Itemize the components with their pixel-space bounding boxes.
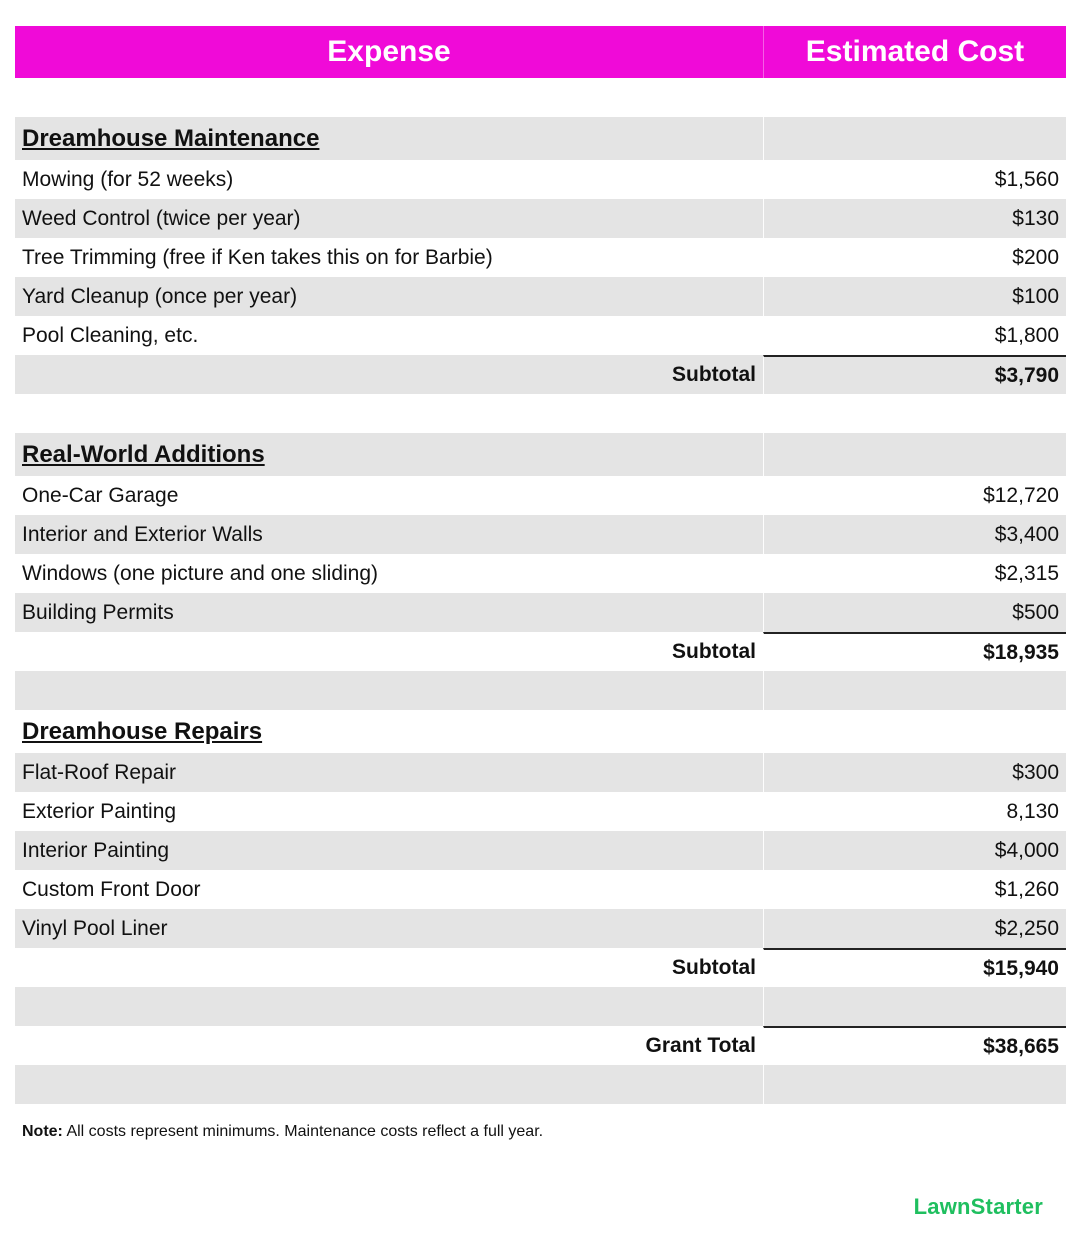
footnote: [22, 1123, 543, 1141]
table-row: [15, 160, 1066, 199]
cost-cell: $3,400: [763, 515, 1066, 554]
table-row: [15, 515, 1066, 554]
cost-cell: $500: [763, 593, 1066, 632]
subtotal-value: $15,940: [763, 948, 1066, 987]
section-title: Dreamhouse Maintenance: [22, 124, 320, 152]
table-row: [15, 238, 1066, 277]
cost-cell: 8,130: [763, 792, 1066, 831]
section-title: Dreamhouse Repairs: [22, 717, 263, 745]
lawnstarter-logo: LawnStarter: [913, 1194, 1043, 1219]
table-row: [15, 593, 1066, 632]
table-row: [15, 476, 1066, 515]
cost-cell: $2,315: [763, 554, 1066, 593]
table-header: [15, 26, 1066, 78]
expense-cell: Custom Front Door: [22, 877, 201, 901]
table-row: [15, 554, 1066, 593]
subtotal-label: Subtotal: [672, 639, 756, 663]
subtotal-value: $18,935: [763, 632, 1066, 671]
section-title-row: [15, 117, 1066, 160]
spacer: [15, 78, 1066, 117]
expense-cell: Pool Cleaning, etc.: [22, 323, 199, 347]
table-row: [15, 870, 1066, 909]
table-row: [15, 792, 1066, 831]
expense-cell: Interior Painting: [22, 838, 170, 862]
subtotal-value: $3,790: [763, 355, 1066, 394]
expense-cell: Yard Cleanup (once per year): [22, 284, 298, 308]
expense-cell: Weed Control (twice per year): [22, 206, 301, 230]
cost-cell: $130: [763, 199, 1066, 238]
section-title-cost: [763, 117, 1066, 160]
header-expense: Expense: [327, 35, 451, 68]
cost-cell: $1,560: [763, 160, 1066, 199]
expense-cell: Building Permits: [22, 600, 174, 624]
grand-total-label: Grant Total: [645, 1033, 756, 1057]
subtotal-row: [15, 632, 1066, 671]
cost-cell: $100: [763, 277, 1066, 316]
expense-cell: Vinyl Pool Liner: [22, 916, 168, 940]
expense-cell: Flat-Roof Repair: [22, 760, 177, 784]
expense-cell: One-Car Garage: [22, 483, 179, 507]
spacer-row: [15, 987, 1066, 1026]
grand-total-row: [15, 1026, 1066, 1065]
footnote-text: All costs represent minimums. Maintenance costs reflect a full year.: [62, 1123, 544, 1140]
subtotal-row: [15, 355, 1066, 394]
footnote-label: Note:: [22, 1123, 63, 1140]
grand-total-value: $38,665: [763, 1026, 1066, 1065]
cost-cell: $300: [763, 753, 1066, 792]
table-row: [15, 909, 1066, 948]
spacer-row: [15, 671, 1066, 710]
section-title: Real-World Additions: [22, 440, 265, 468]
spacer: [15, 394, 1066, 433]
cost-cell: $4,000: [763, 831, 1066, 870]
cost-cell: $2,250: [763, 909, 1066, 948]
spacer-row: [15, 1065, 1066, 1104]
expense-cell: Tree Trimming (free if Ken takes this on for Barbie): [22, 245, 493, 269]
subtotal-row: [15, 948, 1066, 987]
table-row: [15, 277, 1066, 316]
section-title-cost: [763, 433, 1066, 476]
header-estimated-cost: Estimated Cost: [763, 26, 1066, 78]
subtotal-label: Subtotal: [672, 955, 756, 979]
expense-table: [15, 26, 1066, 1104]
cost-cell: $1,260: [763, 870, 1066, 909]
expense-cell: Mowing (for 52 weeks): [22, 167, 234, 191]
cost-cell: $200: [763, 238, 1066, 277]
cost-cell: $1,800: [763, 316, 1066, 355]
table-row: [15, 831, 1066, 870]
subtotal-label: Subtotal: [672, 362, 756, 386]
expense-cell: Windows (one picture and one sliding): [22, 561, 379, 585]
table-row: [15, 316, 1066, 355]
expense-cell: Interior and Exterior Walls: [22, 522, 263, 546]
section-title-row: [15, 710, 1066, 753]
table-row: [15, 199, 1066, 238]
cost-cell: $12,720: [763, 476, 1066, 515]
expense-cell: Exterior Painting: [22, 799, 177, 823]
table-row: [15, 753, 1066, 792]
section-title-row: [15, 433, 1066, 476]
section-title-cost: [763, 710, 1066, 753]
